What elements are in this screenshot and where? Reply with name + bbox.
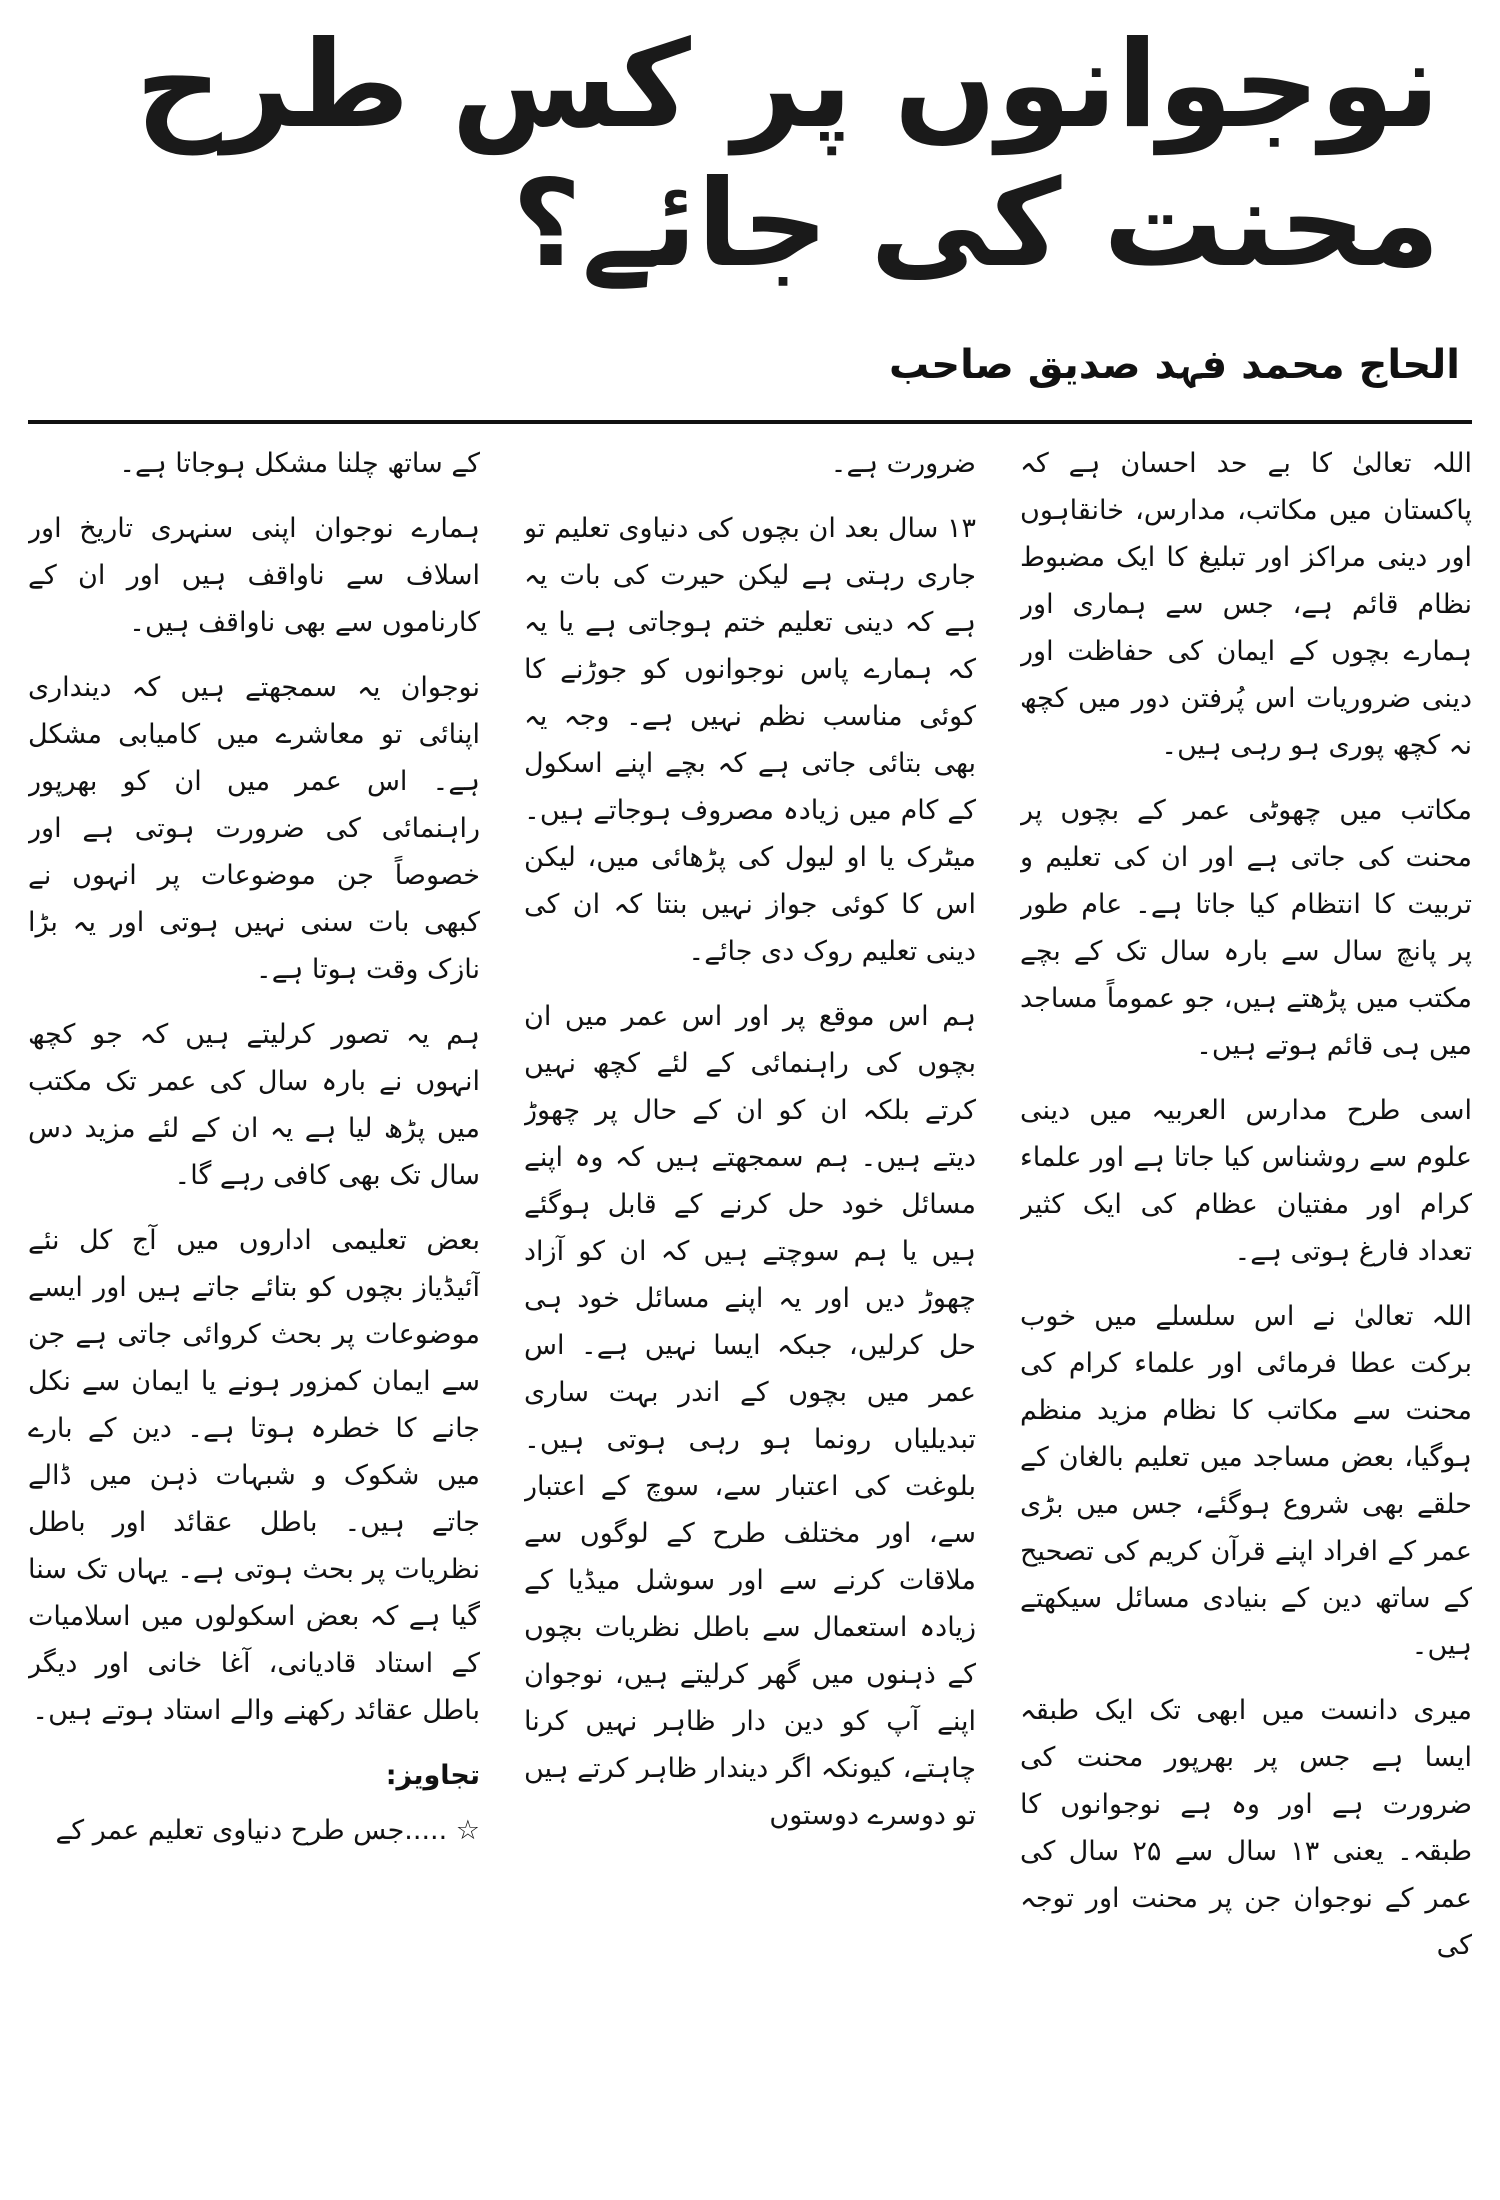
paragraph: مکاتب میں چھوٹی عمر کے بچوں پر محنت کی جاتی ہے اور ان کی تعلیم و تربیت کا انتظام کیا جاتا ہے۔ عام طور پر پانچ سال سے بارہ سال تک کے بچے مکتب میں پڑھتے ہیں، جو عموماً مساجد میں ہی قائم ہوتے ہیں۔ <box>1020 795 1472 1061</box>
article-title: نوجوانوں پر کس طرح محنت کی جائے؟ <box>135 16 1440 294</box>
suggestions-heading: تجاویز: <box>385 1760 480 1791</box>
title-divider <box>28 420 1472 424</box>
paragraph: اللہ تعالیٰ نے اس سلسلے میں خوب برکت عطا فرمائی اور علماء کرام کی محنت سے مکاتب کا نظام مزید منظم ہوگیا، بعض مساجد میں تعلیم بالغان کے حلقے بھی شروع ہوگئے، جس میں بڑی عمر کے افراد اپنے قرآن کریم کی تصحیح کے ساتھ دین کے بنیادی مسائل سیکھتے ہیں۔ <box>1020 1301 1472 1661</box>
paragraph: نوجوان یہ سمجھتے ہیں کہ دینداری اپنائی تو معاشرے میں کامیابی مشکل ہے۔ اس عمر میں ان کو بھرپور راہنمائی کی ضرورت ہوتی ہے اور خصوصاً جن موضوعات پر انہوں نے کبھی بات سنی نہیں ہوتی اور یہ بڑا نازک وقت ہوتا ہے۔ <box>28 672 480 985</box>
text-column-3 <box>28 440 480 2185</box>
paragraph: اللہ تعالیٰ کا بے حد احسان ہے کہ پاکستان میں مکاتب، مدارس، خانقاہوں اور دینی مراکز اور تبلیغ کا ایک مضبوط نظام قائم ہے، جس سے ہماری اور ہمارے بچوں کے ایمان کی حفاظت اور دینی ضروریات اس پُرفتن دور میں کچھ نہ کچھ پوری ہو رہی ہیں۔ <box>1020 448 1472 761</box>
paragraph: ہمارے نوجوان اپنی سنہری تاریخ اور اسلاف سے ناواقف ہیں اور ان کے کارناموں سے بھی ناواقف ہیں۔ <box>28 513 480 638</box>
paragraph: ہم اس موقع پر اور اس عمر میں ان بچوں کی راہنمائی کے لئے کچھ نہیں کرتے بلکہ ان کو ان کے حال پر چھوڑ دیتے ہیں۔ ہم سمجھتے ہیں کہ وہ اپنے مسائل خود حل کرنے کے قابل ہوگئے ہیں یا ہم سوچتے ہیں کہ ان کو آزاد چھوڑ دیں اور یہ اپنے مسائل خود ہی حل کرلیں، جبکہ ایسا نہیں ہے۔ اس عمر میں بچوں کے اندر بہت ساری تبدیلیاں رونما ہو رہی ہوتی ہیں۔ بلوغت کی اعتبار سے، سوچ کے اعتبار سے، اور مختلف طرح کے لوگوں سے ملاقات کرنے سے اور سوشل میڈیا کے زیادہ استعمال سے باطل نظریات بچوں کے ذہنوں میں گھر کرلیتے ہیں، نوجوان اپنے آپ کو دین دار ظاہر نہیں کرنا چاہتے، کیونکہ اگر دیندار ظاہر کرتے ہیں تو دوسرے دوستوں <box>524 1001 976 1831</box>
text-column-1 <box>1020 440 1472 2185</box>
paragraph: ۱۳ سال بعد ان بچوں کی دنیاوی تعلیم تو جاری رہتی ہے لیکن حیرت کی بات یہ ہے کہ دینی تعلیم ختم ہوجاتی ہے یا یہ کہ ہمارے پاس نوجوانوں کو جوڑنے کا کوئی مناسب نظم نہیں ہے۔ وجہ یہ بھی بتائی جاتی ہے کہ بچے اپنے اسکول کے کام میں زیادہ مصروف ہوجاتے ہیں۔ میٹرک یا او لیول کی پڑھائی میں، لیکن اس کا کوئی جواز نہیں بنتا کہ ان کی دینی تعلیم روک دی جائے۔ <box>524 513 976 967</box>
paragraph: ضرورت ہے۔ <box>830 448 976 479</box>
article-author: الحاج محمد فہد صدیق صاحب <box>888 342 1460 388</box>
paragraph: میری دانست میں ابھی تک ایک طبقہ ایسا ہے جس پر بھرپور محنت کی ضرورت ہے اور وہ ہے نوجوانوں کا طبقہ۔ یعنی ۱۳ سال سے ۲۵ سال کی عمر کے نوجوان جن پر محنت اور توجہ کی <box>1020 1695 1472 1961</box>
paragraph: اسی طرح مدارس العربیہ میں دینی علوم سے روشناس کیا جاتا ہے اور علماء کرام اور مفتیان عظام کی ایک کثیر تعداد فارغ ہوتی ہے۔ <box>1020 1095 1472 1267</box>
text-column-2 <box>524 440 976 2185</box>
suggestion-item: ☆ .....جس طرح دنیاوی تعلیم عمر کے <box>28 1807 480 1854</box>
paragraph: کے ساتھ چلنا مشکل ہوجاتا ہے۔ <box>119 448 480 479</box>
paragraph: بعض تعلیمی اداروں میں آج کل نئے آئیڈیاز بچوں کو بتائے جاتے ہیں اور ایسے موضوعات پر بحث کروائی جاتی ہے جن سے ایمان کمزور ہونے یا ایمان سے نکل جانے کا خطرہ ہوتا ہے۔ دین کے بارے میں شکوک و شبہات ذہن میں ڈالے جاتے ہیں۔ باطل عقائد اور باطل نظریات پر بحث ہوتی ہے۔ یہاں تک سنا گیا ہے کہ بعض اسکولوں میں اسلامیات کے استاد قادیانی، آغا خانی اور دیگر باطل عقائد رکھنے والے استاد ہوتے ہیں۔ <box>28 1225 480 1726</box>
paragraph: ہم یہ تصور کرلیتے ہیں کہ جو کچھ انہوں نے بارہ سال کی عمر تک مکتب میں پڑھ لیا ہے یہ ان کے لئے مزید دس سال تک بھی کافی رہے گا۔ <box>28 1019 480 1191</box>
